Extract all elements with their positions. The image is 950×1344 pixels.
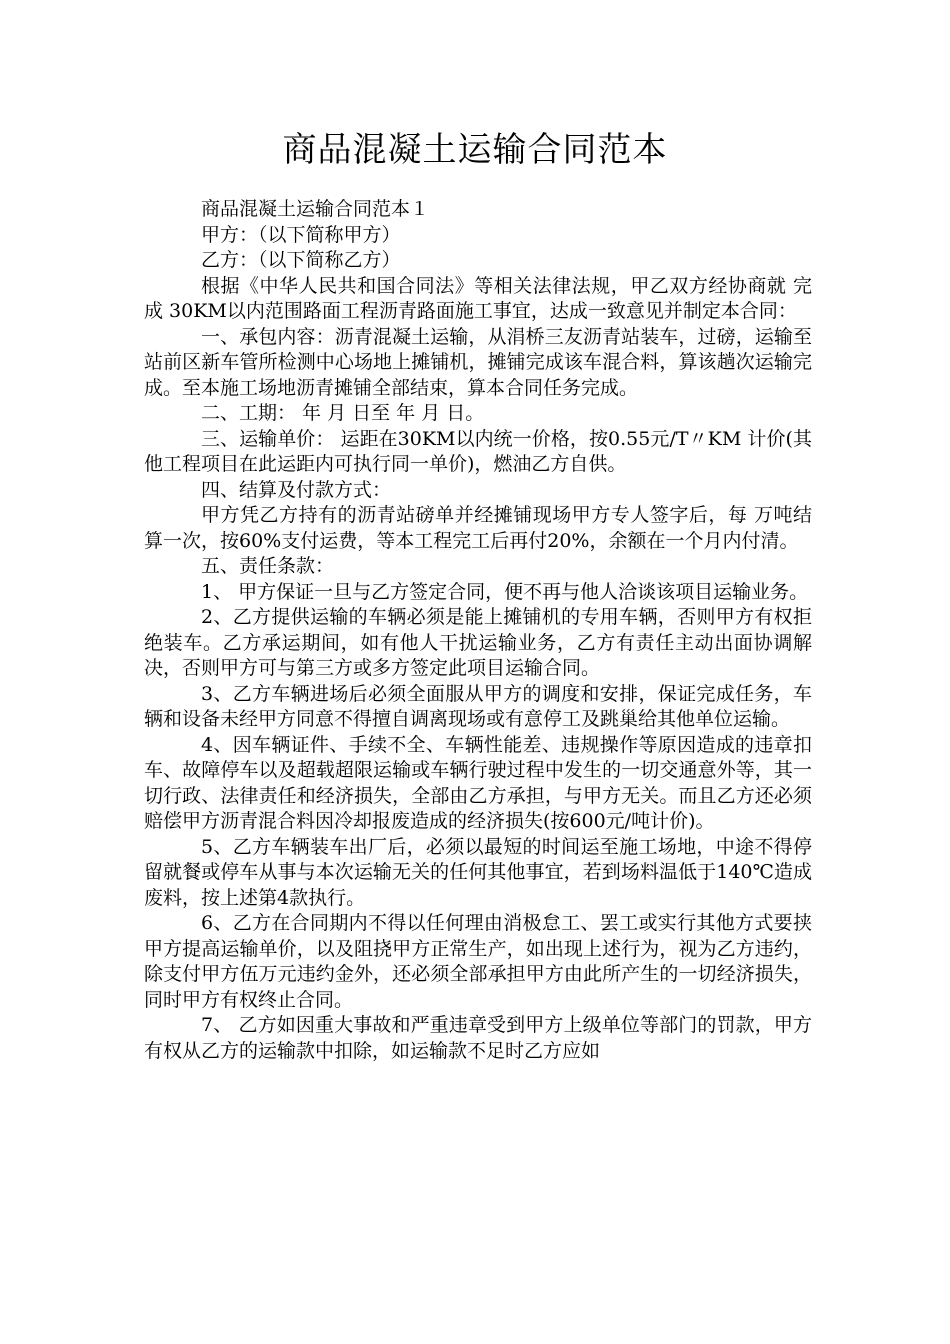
paragraph-clause-2: 2、乙方提供运输的车辆必须是能上摊铺机的专用车辆，否则甲方有权拒绝装车。乙方承运期间，如有他人干扰运输业务，乙方有责任主动出面协调解决，否则甲方可与第三方或多方签定此项目运输合同。: [144, 606, 812, 679]
paragraph-clause-7: 7、 乙方如因重大事故和严重违章受到甲方上级单位等部门的罚款，甲方有权从乙方的运输款中扣除，如运输款不足时乙方应如: [144, 1014, 812, 1062]
paragraph-party-b: 乙方：（以下简称乙方）: [201, 249, 401, 271]
document-title: 商品混凝土运输合同范本: [282, 130, 668, 170]
paragraph-settlement: 甲方凭乙方持有的沥青站磅单并经摊铺现场甲方专人签字后，每 万吨结算一次，按60%支付运费，等本工程完工后再付20%，余额在一个月内付清。: [144, 504, 812, 552]
paragraph-duration: 二、工期： 年 月 日至 年 月 日。: [201, 402, 485, 424]
paragraph-clause-1: 1、 甲方保证一旦与乙方签定合同，便不再与他人洽谈该项目运输业务。: [201, 580, 809, 603]
paragraph-liability-heading: 五、责任条款：: [201, 555, 335, 577]
paragraph-preamble: 根据《中华人民共和国合同法》等相关法律法规，甲乙双方经协商就 完成 30KM以内范围路面工程沥青路面施工事宜，达成一致意见并制定本合同：: [144, 274, 812, 322]
paragraph-settlement-heading: 四、结算及付款方式：: [201, 478, 392, 501]
paragraph-clause-3: 3、乙方车辆进场后必须全面服从甲方的调度和安排，保证完成任务，车辆和设备未经甲方同意不得擅自调离现场或有意停工及跳巢给其他单位运输。: [144, 682, 812, 730]
paragraph-clause-5: 5、乙方车辆装车出厂后，必须以最短的时间运至施工场地，中途不得停留就餐或停车从事与本次运输无关的任何其他事宜，若到场料温低于140℃造成废料，按上述第4款执行。: [144, 835, 812, 909]
paragraph-scope: 一、承包内容：沥青混凝土运输，从涓桥三友沥青站装车，过磅，运输至 站前区新车管所检测中心场地上摊铺机，摊铺完成该车混合料，算该趟次运输完成。至本施工场地沥青摊铺全部结束，算本合同任务完成。: [144, 325, 812, 399]
paragraph-heading: 商品混凝土运输合同范本１: [201, 198, 430, 220]
paragraph-clause-4: 4、因车辆证件、手续不全、车辆性能差、违规操作等原因造成的违章扣车、故障停车以及超载超限运输或车辆行驶过程中发生的一切交通意外等，其一切行政、法律责任和经济损失，全部由乙方承担，与甲方无关。而且乙方还必须赔偿甲方沥青混合料因冷却报废造成的经济损失(按600元/吨计价)。: [144, 733, 812, 832]
paragraph-party-a: 甲方：（以下简称甲方）: [201, 223, 401, 246]
paragraph-unit-price: 三、运输单价： 运距在30KM以内统一价格，按0.55元/T〃KM 计价(其他工程项目在此运距内可执行同一单价)，燃油乙方自供。: [144, 427, 812, 475]
paragraph-clause-6: 6、乙方在合同期内不得以任何理由消极怠工、罢工或实行其他方式要挟甲方提高运输单价，以及阻挠甲方正常生产，如出现上述行为，视为乙方违约，除支付甲方伍万元违约金外，还必须全部承担甲方由此所产生的一切经济损失，同时甲方有权终止合同。: [144, 912, 812, 1011]
document-body: [144, 197, 812, 1064]
